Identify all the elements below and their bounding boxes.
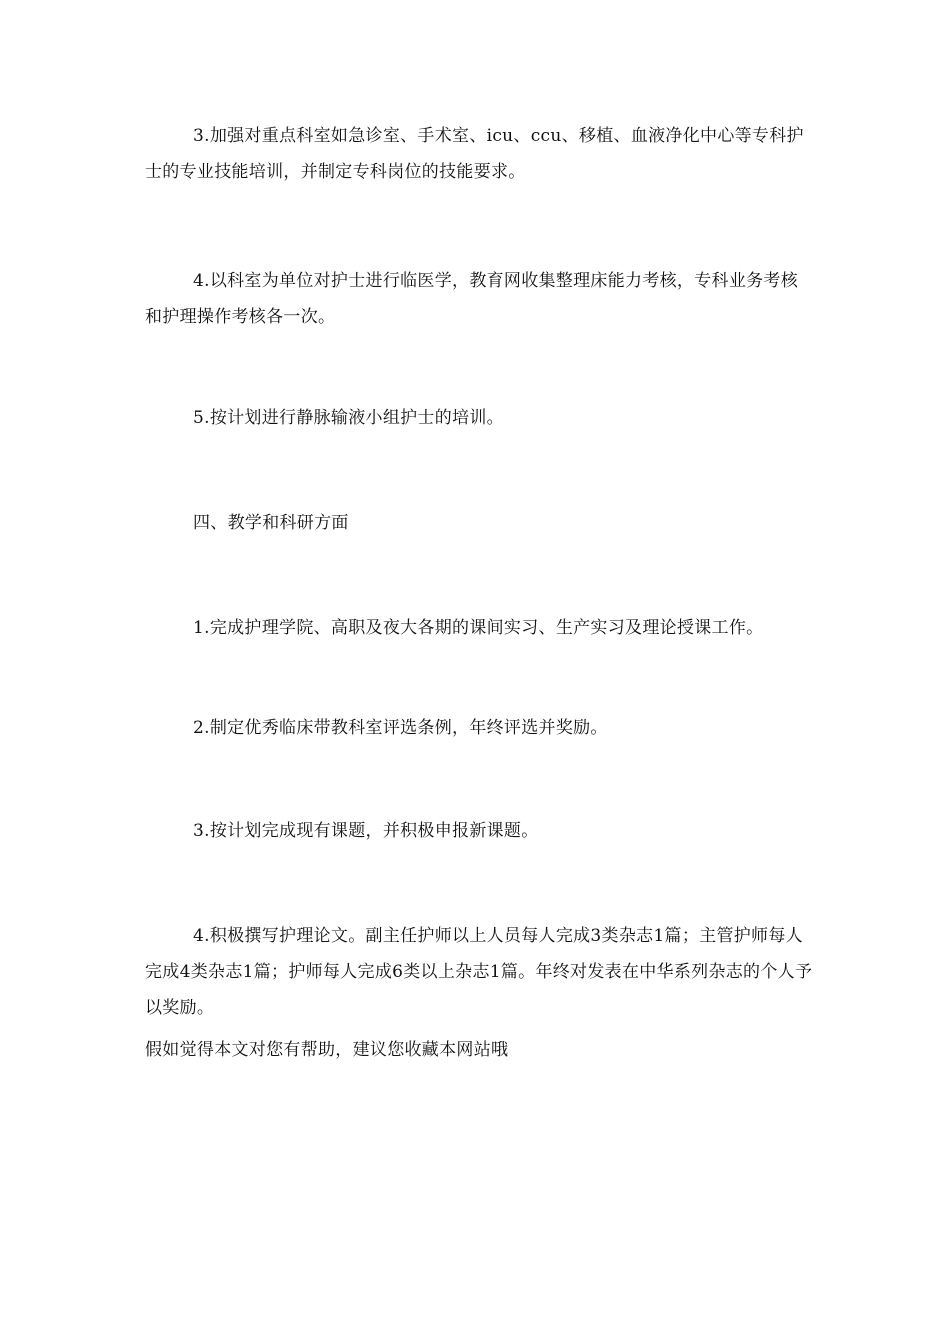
paragraph-research-projects: 3.按计划完成现有课题，并积极申报新课题。 (193, 821, 539, 841)
paragraph-specialty-training: 3.加强对重点科室如急诊室、手术室、icu、ccu、移植、血液净化中心等专科护士的专业技能培训，并制定专科岗位的技能要求。 (145, 126, 804, 182)
section-heading-teaching-research: 四、教学和科研方面 (193, 513, 349, 533)
paragraph-teaching-work: 1.完成护理学院、高职及夜大各期的课间实习、生产实习及理论授课工作。 (193, 618, 764, 638)
paragraph-clinical-assessment: 4.以科室为单位对护士进行临医学，教育网收集整理床能力考核，专科业务考核和护理操作考核各一次。 (145, 271, 799, 327)
paragraph-iv-team-training: 5.按计划进行静脉输液小组护士的培训。 (193, 408, 504, 428)
footer-note: 假如觉得本文对您有帮助，建议您收藏本网站哦 (145, 1040, 509, 1060)
paragraph-paper-writing: 4.积极撰写护理论文。副主任护师以上人员每人完成3类杂志1篇；主管护师每人完成4类杂志1篇；护师每人完成6类以上杂志1篇。年终对发表在中华系列杂志的个人予以奖励。 (145, 926, 813, 1018)
paragraph-teaching-award: 2.制定优秀临床带教科室评选条例，年终评选并奖励。 (193, 718, 608, 738)
